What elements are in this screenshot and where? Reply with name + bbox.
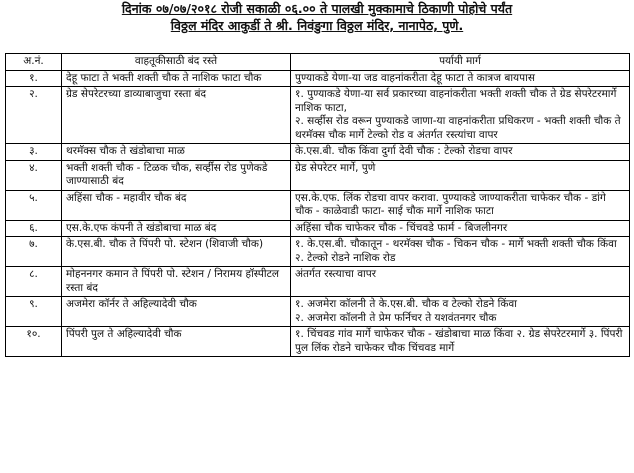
row-number: १. (6, 70, 62, 87)
alternate-route-cell (291, 87, 630, 144)
table-row (6, 70, 630, 87)
alternate-route-item: एस.के.एफ. लिंक रोडचा वापर करावा. पुण्याकडे जाण्याकरीता चाफेकर चौक - डांगे चौक - काळेवाडी फाटा- साई चौक मार्गे नाशिक फाटा (295, 191, 606, 217)
alternate-route-item: १. के.एस.बी. चौकातून - थरमॅक्स चौक - चिकन चौक - मार्गे भक्ती शक्ती चौक किंवा २. टेल्को रोडने नाशिक रोड (295, 238, 617, 264)
alternate-route-item: के.एस.बी. चौक किंवा दुर्गा देवी चौक : टेल्को रोडचा वापर (295, 145, 513, 157)
alternate-route-cell (291, 70, 630, 87)
table-row (6, 160, 630, 190)
document-header (0, 0, 634, 34)
closed-road-cell: थरमॅक्स चौक ते खंडोबाचा माळ (62, 144, 291, 161)
closed-road-cell: भक्ती शक्ती चौक - टिळक चौक, सर्व्हीस रोड पुणेकडे जाण्यासाठी बंद (62, 160, 291, 190)
alternate-route-item: १. चिंचवड गांव मार्गे चाफेकर चौक - खंडोबाचा माळ किंवा २. ग्रेड सेपरेटरमार्गे ३. पिंपरी पुल लिंक रोडने चाफेकर चौक चिंचवड मार्गे (295, 328, 623, 354)
closed-road-cell: के.एस.बी. चौक ते पिंपरी पो. स्टेशन (शिवाजी चौक) (62, 237, 291, 267)
table-row (6, 327, 630, 357)
row-number: २. (6, 87, 62, 144)
closed-road-cell: ग्रेड सेपरेटरच्या डाव्याबाजुचा रस्ता बंद (62, 87, 291, 144)
table-row (6, 144, 630, 161)
table-row (6, 297, 630, 327)
alternate-route-item: २. अजमेरा कॉलनी ते प्रेम फर्निचर ते यशवंतनगर चौक (295, 311, 497, 324)
table-row (6, 220, 630, 237)
row-number: ३. (6, 144, 62, 161)
alternate-route-item: २. सर्व्हीस रोड वरून पुण्याकडे जाणा-या वाहनांकरीता प्रधिकरण - भक्ती शक्ती चौक ते थरमॅक्स चौक मार्गे टेल्को रोड व अंतर्गत रस्त्यांचा वापर (295, 115, 621, 141)
alternate-route-cell (291, 327, 630, 357)
row-number: ८. (6, 267, 62, 297)
alternate-route-cell (291, 220, 630, 237)
header-alternate-routes: पर्यायी मार्ग (291, 54, 630, 71)
closed-road-cell: एस.के.एफ कंपनी ते खंडोबाचा माळ बंद (62, 220, 291, 237)
alternate-route-cell (291, 237, 630, 267)
table-row (6, 237, 630, 267)
row-number: ६. (6, 220, 62, 237)
table-row (6, 190, 630, 220)
closed-road-cell: अहिंसा चौक - महावीर चौक बंद (62, 190, 291, 220)
closed-road-cell: अजमेरा कॉर्नर ते अहिल्यादेवी चौक (62, 297, 291, 327)
table-row (6, 267, 630, 297)
alternate-route-cell (291, 267, 630, 297)
alternate-route-item: पुण्याकडे येणा-या जड वाहनांकरीता देहू फाटा ते कात्रज बायपास (295, 71, 535, 84)
header-line-1: दिनांक ०७/०७/२०१८ रोजी सकाळी ०६.०० ते पालखी मुक्कामाचे ठिकाणी पोहोचे पर्यंत (121, 1, 513, 16)
row-number: ७. (6, 237, 62, 267)
row-number: ९. (6, 297, 62, 327)
road-closure-table (5, 53, 630, 357)
alternate-route-item: ग्रेड सेपरेटर मार्गे, पुणे (295, 161, 376, 174)
header-closed-roads: वाहतूकीसाठी बंद रस्ते (62, 54, 291, 71)
header-serial-number: अ.नं. (6, 54, 62, 71)
alternate-route-cell (291, 190, 630, 220)
alternate-route-item: १. पुण्याकडे येणा-या सर्व प्रकारच्या वाहनांकरीता भक्ती शक्ती चौक ते ग्रेड सेपरेटरमार्गे नाशिक फाटा, (295, 88, 617, 114)
table-row (6, 87, 630, 144)
row-number: १०. (6, 327, 62, 357)
alternate-route-item: अंतर्गत रस्त्याचा वापर (295, 268, 377, 280)
closed-road-cell: देहू फाटा ते भक्ती शक्ती चौक ते नाशिक फाटा चौक (62, 70, 291, 87)
closed-road-cell: पिंपरी पुल ते अहिल्यादेवी चौक (62, 327, 291, 357)
row-number: ५. (6, 190, 62, 220)
alternate-route-cell (291, 144, 630, 161)
alternate-route-item: अहिंसा चौक चाफेकर चौक - चिंचवडे फार्म - बिजलीनगर (295, 221, 508, 234)
table-header-row (6, 54, 630, 71)
alternate-route-cell (291, 160, 630, 190)
alternate-route-item: १. अजमेरा कॉलनी ते के.एस.बी. चौक व टेल्को रोडने किंवा (295, 298, 517, 310)
header-line-2: विठ्ठल मंदिर आकुर्डी ते श्री. निवंङुगा विठ्ठल मंदिर, नानापेठ, पुणे. (170, 18, 464, 33)
alternate-route-cell (291, 297, 630, 327)
closed-road-cell: मोहननगर कमान ते पिंपरी पो. स्टेशन / निरामय हॉस्पीटल रस्ता बंद (62, 267, 291, 297)
row-number: ४. (6, 160, 62, 190)
